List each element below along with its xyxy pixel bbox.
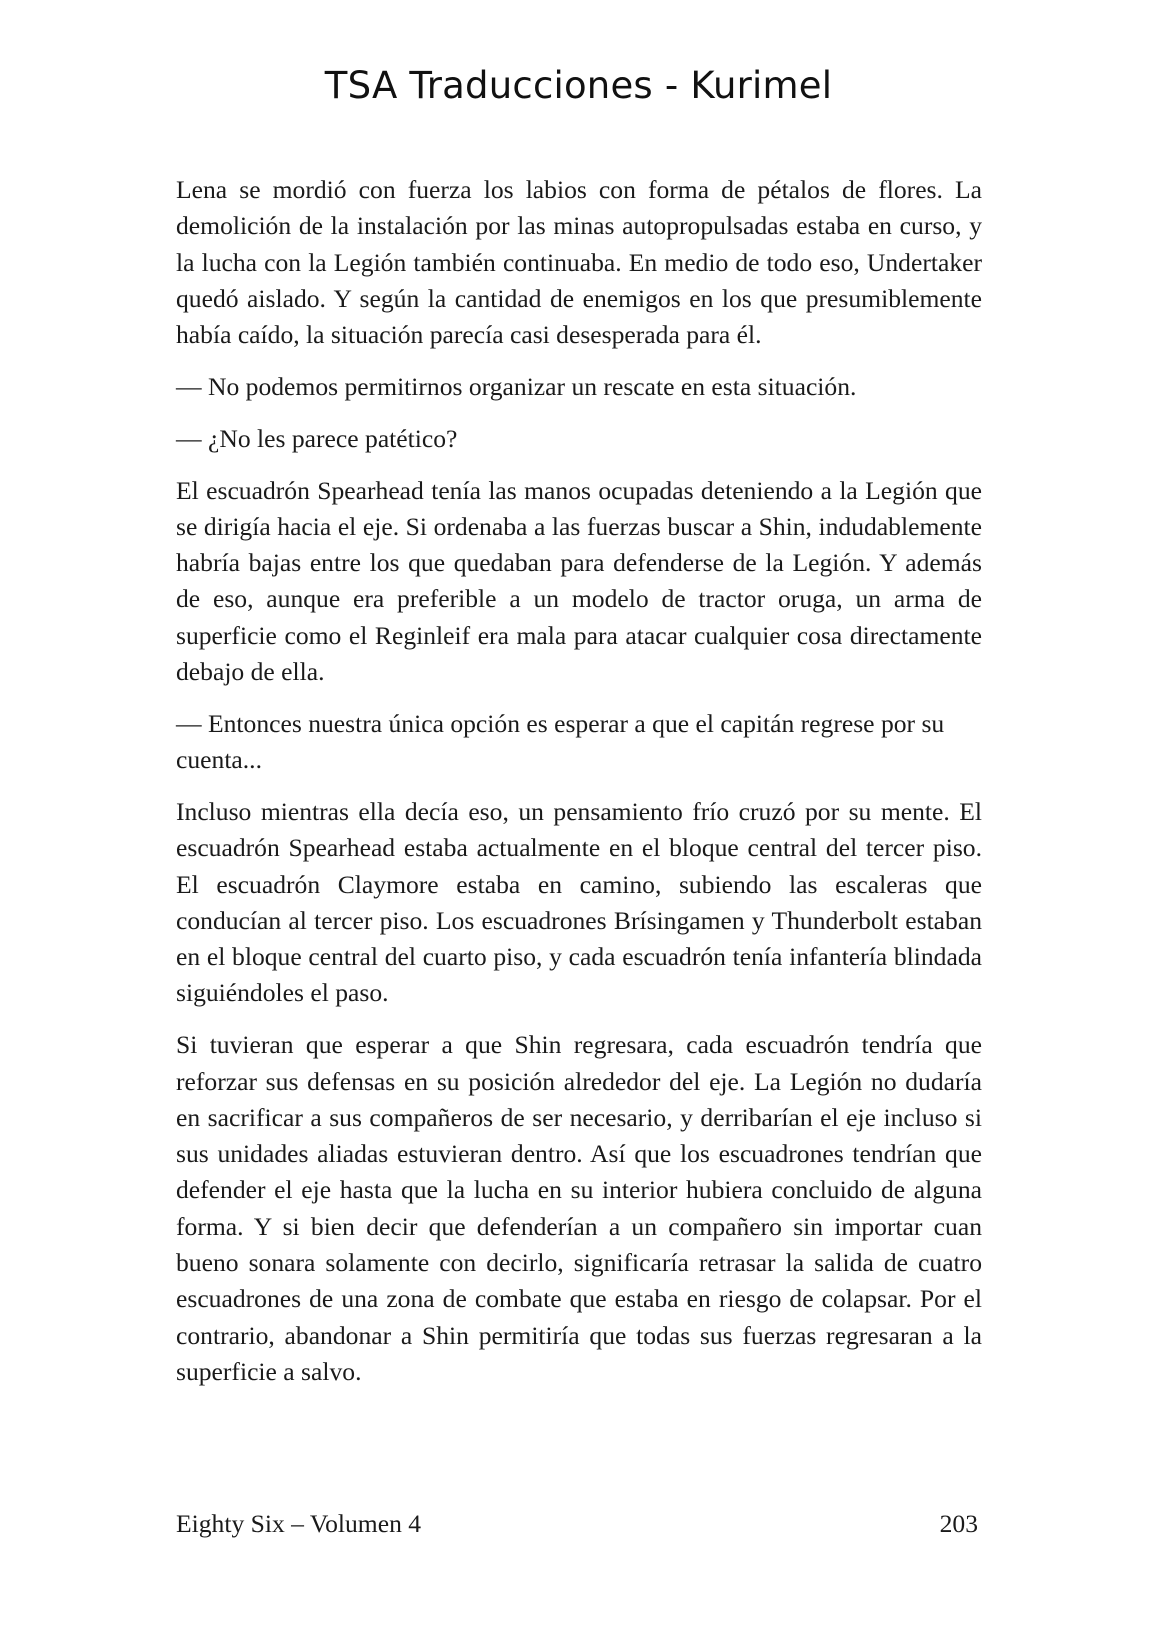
footer-book-title: Eighty Six – Volumen 4 [176,1509,422,1538]
paragraph-1: Lena se mordió con fuerza los labios con forma de pétalos de flores. La demolición de la instalación por las minas autopropulsadas estaba en curso, y la lucha con la Legión también continuaba. En medio de todo eso, Undertaker quedó aislado. Y según la cantidad de enemigos en los que presumiblemente había caído, la situación parecía casi desesperada para él. [176,175,982,350]
page-header: TSA Traducciones - Kurimel [324,64,833,107]
dialogue-line-3: — Entonces nuestra única opción es esperar a que el capitán regrese por su cuenta... [176,708,945,775]
paragraph-2: El escuadrón Spearhead tenía las manos ocupadas deteniendo a la Legión que se dirigía hacia el eje. Si ordenaba a las fuerzas buscar a Shin, indudablemente habría bajas entre los que quedaban para defenderse de la Legión. Y además de eso, aunque era preferible a un modelo de tractor oruga, un arma de superficie como el Reginleif era mala para atacar cualquier cosa directamente debajo de ella. [176,475,982,687]
paragraph-4: Si tuvieran que esperar a que Shin regresara, cada escuadrón tendría que reforzar sus defensas en su posición alrededor del eje. La Legión no dudaría en sacrificar a sus compañeros de ser necesario, y derribarían el eje incluso si sus unidades aliadas estuvieran dentro. Así que los escuadrones tendrían que defender el eje hasta que la lucha en su interior hubiera concluido de alguna forma. Y si bien decir que defenderían a un compañero sin importar cuan bueno sonara solamente con decirlo, significaría retrasar la salida de cuatro escuadrones de una zona de combate que estaba en riesgo de colapsar. Por el contrario, abandonar a Shin permitiría que todas sus fuerzas regresaran a la superficie a salvo. [176,1030,982,1386]
page-number: 203 [939,1509,978,1538]
body-text [176,172,982,1406]
paragraph-3: Incluso mientras ella decía eso, un pensamiento frío cruzó por su mente. El escuadrón Spearhead estaba actualmente en el bloque central del tercer piso. El escuadrón Claymore estaba en camino, subiendo las escaleras que conducían al tercer piso. Los escuadrones Brísingamen y Thunderbolt estaban en el bloque central del cuarto piso, y cada escuadrón tenía infantería blindada siguiéndoles el paso. [176,796,982,1008]
dialogue-line-1: — No podemos permitirnos organizar un rescate en esta situación. [176,371,857,401]
dialogue-line-2: — ¿No les parece patético? [176,423,458,453]
